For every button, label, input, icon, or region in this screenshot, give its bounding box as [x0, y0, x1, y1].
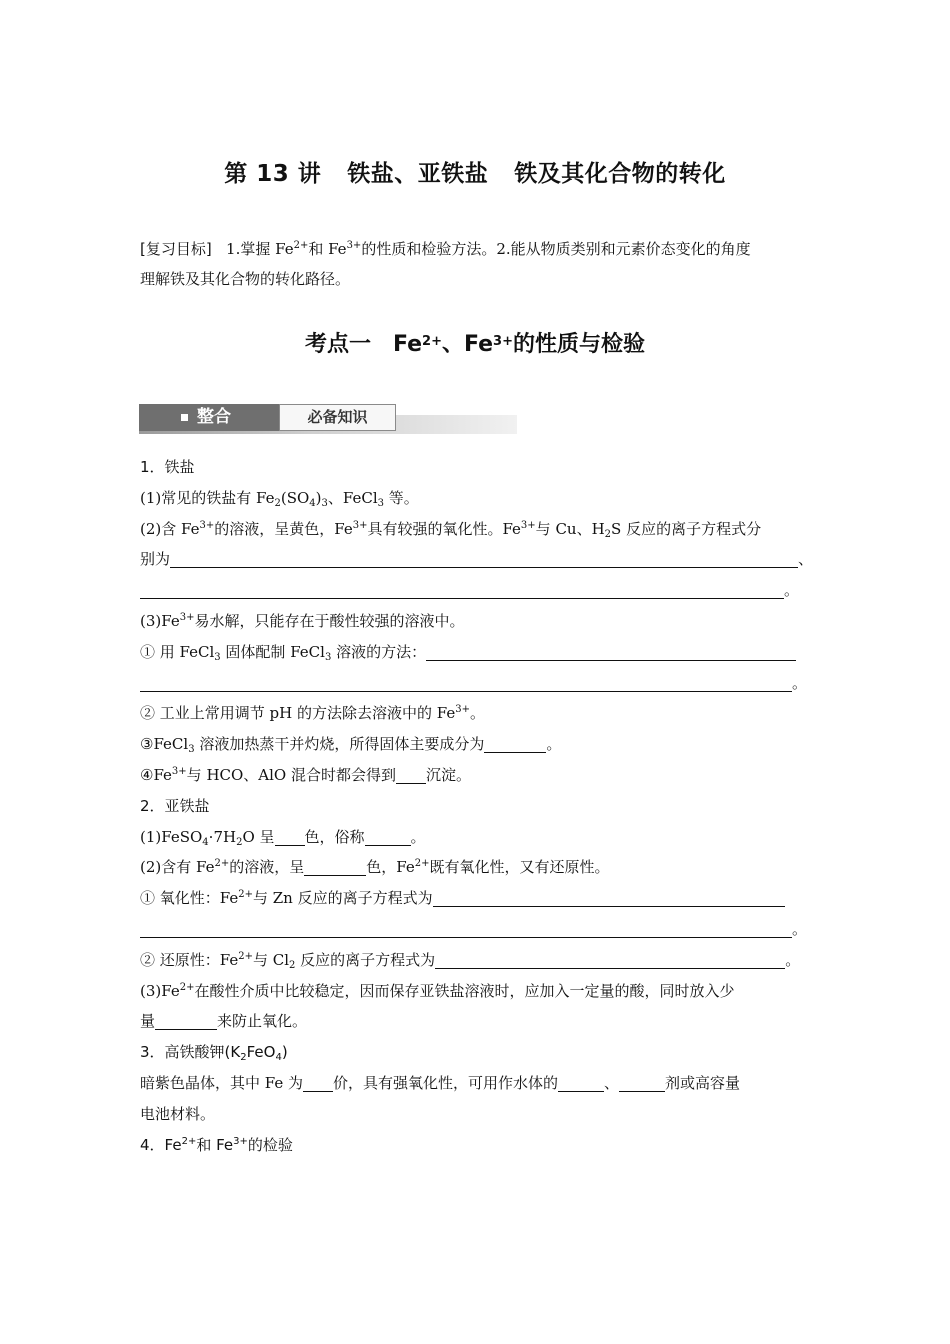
lesson-topic-2: 铁及其化合物的转化 [514, 161, 726, 187]
answer-blank[interactable] [433, 889, 785, 907]
text-line: ① 用 FeCl$_3$ 固体配制 FeCl$_3$ 溶液的方法： [140, 637, 812, 668]
heading-iron-salts: 1．铁盐 [140, 458, 195, 476]
text-line: (1)常见的铁盐有 $Fe_2(SO_4)_3$、FeCl$_3$ 等。 [140, 488, 419, 509]
heading-ion-detection: 4．$Fe^{2+}$和 $Fe^{3+}$的检验 [140, 1135, 293, 1154]
answer-blank[interactable] [303, 1074, 333, 1092]
answer-blank[interactable] [170, 550, 798, 568]
text-line: 电池材料。 [140, 1104, 216, 1123]
square-bullet-icon [181, 414, 188, 421]
text-line: $(1)FeSO_4\cdot 7H_2O$ 呈 色，俗称 。 [140, 827, 426, 848]
review-objectives: [复习目标] 1.掌握 $Fe^{2+}$和 $Fe^{3+}$的性质和检验方法。2.能从物质类别和元素价态变化的角度 理解铁及其化合物的转化路径。 [140, 240, 751, 288]
heading-ferrous-salts: 2．亚铁盐 [140, 796, 210, 815]
text-line: 。 [140, 575, 812, 606]
text-line: ③FeCl$_3$ 溶液加热蒸干并灼烧，所得固体主要成分为 。 [140, 735, 562, 756]
answer-blank[interactable] [275, 828, 305, 846]
answer-blank[interactable] [619, 1074, 665, 1092]
content-body [140, 452, 812, 1160]
section-title: 考点一 $Fe^{2+}$、$Fe^{3+}$的性质与检验 [304, 332, 646, 357]
banner-integrate-tab: 整合 [139, 404, 279, 431]
text-line: $④Fe^{3+}$与 HCO、AlO 混合时都会得到 沉淀。 [140, 765, 472, 784]
answer-blank[interactable] [435, 951, 785, 969]
lesson-title [0, 155, 950, 188]
text-line: (2)含 $Fe^{3+}$的溶液，呈黄色，$Fe^{3+}$具有较强的氧化性。$Fe^{3+}$与 Cu、$H_2S$ 反应的离子方程式分 [140, 519, 762, 540]
text-line: $(3)Fe^{2+}$在酸性介质中比较稳定，因而保存亚铁盐溶液时，应加入一定量的酸，同时放入少 [140, 981, 735, 1000]
answer-blank[interactable] [558, 1074, 604, 1092]
text-line: (2)含有 $Fe^{2+}$的溶液，呈 色，$Fe^{2+}$既有氧化性，又有还原性。 [140, 858, 610, 877]
objectives-label: [复习目标] [140, 240, 212, 258]
banner-knowledge-tab: 必备知识 [279, 404, 396, 431]
lesson-number: 第 13 讲 [224, 161, 322, 187]
answer-blank[interactable] [365, 828, 411, 846]
lesson-topic-1: 铁盐、亚铁盐 [347, 161, 489, 187]
answer-blank[interactable] [426, 643, 796, 661]
answer-blank[interactable] [140, 581, 784, 599]
answer-blank[interactable] [140, 920, 792, 938]
answer-blank[interactable] [140, 674, 792, 692]
text-line: 。 [140, 914, 812, 945]
text-line: $(3)Fe^{3+}$易水解，只能存在于酸性较强的溶液中。 [140, 611, 465, 630]
answer-blank[interactable] [484, 735, 546, 753]
text-line: ① 氧化性：$Fe^{2+}$与 Zn 反应的离子方程式为 [140, 883, 812, 914]
text-line: 。 [140, 668, 812, 699]
heading-potassium-ferrate: 3．高铁酸钾$(K_2FeO_4)$ [140, 1043, 288, 1064]
text-line: 量 来防止氧化。 [140, 1012, 308, 1031]
section-banner [139, 404, 517, 434]
text-line: 别为 、 [140, 550, 814, 569]
answer-blank[interactable] [304, 858, 366, 876]
text-line: 暗紫色晶体，其中 Fe 为 价，具有强氧化性，可用作水体的 、 剂或高容量 [140, 1073, 741, 1092]
answer-blank[interactable] [396, 766, 426, 784]
text-line: ② 工业上常用调节 pH 的方法除去溶液中的 $Fe^{3+}$。 [140, 704, 485, 723]
answer-blank[interactable] [155, 1012, 217, 1030]
text-line: ② 还原性：$Fe^{2+}$与 $Cl_2$ 反应的离子方程式为 。 [140, 950, 801, 971]
